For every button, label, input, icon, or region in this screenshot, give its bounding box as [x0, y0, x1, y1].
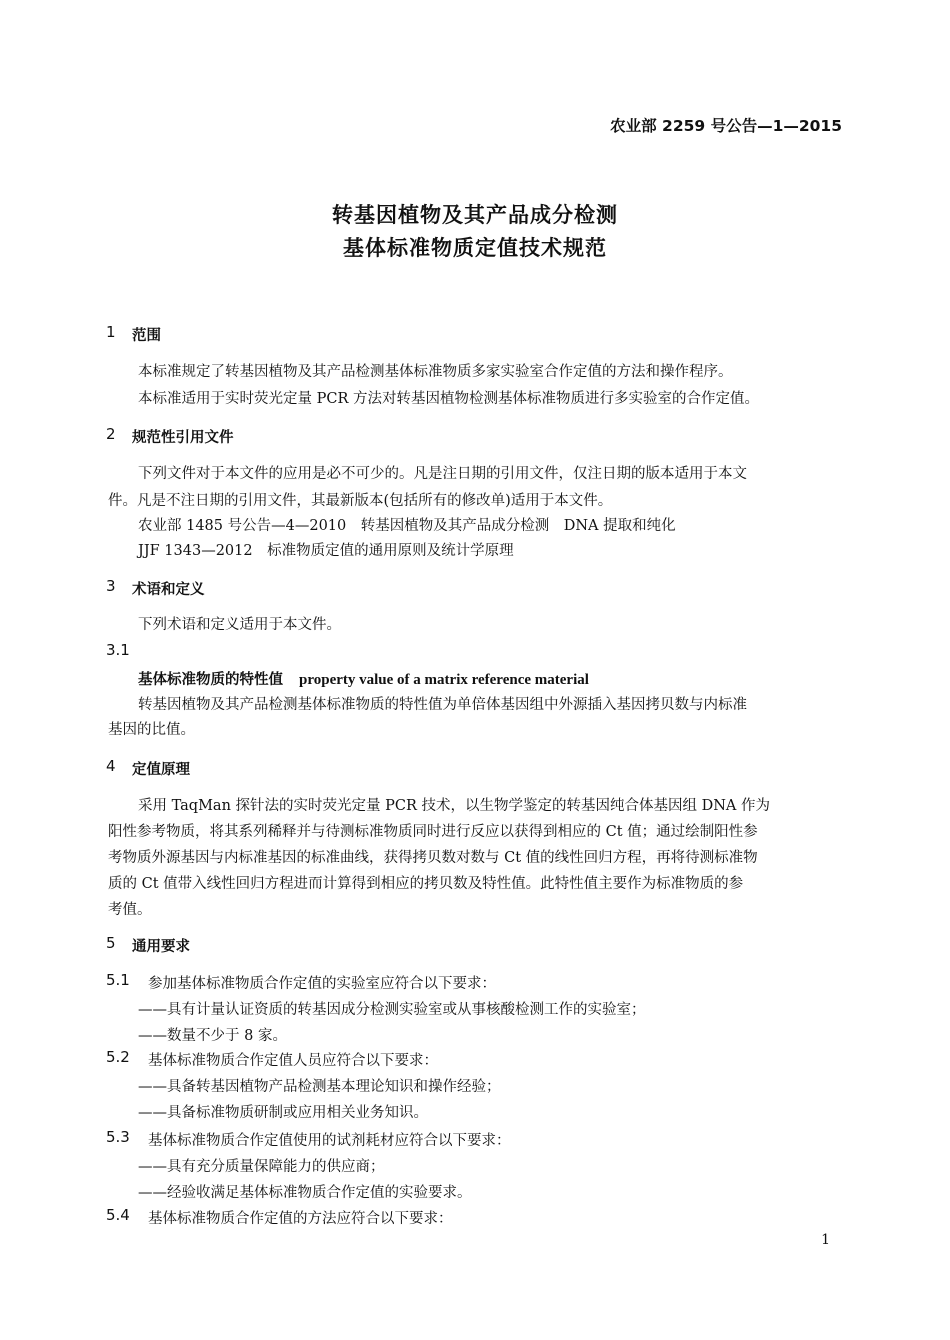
section-4-line-3: 考物质外源基因与内标准基因的标准曲线，获得拷贝数对数与 Ct 值的线性回归方程，再将待测标准物: [108, 850, 758, 866]
normative-reference-1: 农业部 1485 号公告—4—2010 转基因植物及其产品成分检测 DNA 提取和纯化: [138, 518, 676, 534]
normative-reference-2: JJF 1343—2012 标准物质定值的通用原则及统计学原理: [138, 543, 514, 559]
section-2-heading: 规范性引用文件: [132, 430, 234, 446]
item-5-2-number: 5.2: [106, 1048, 130, 1066]
section-4-line-4: 质的 Ct 值带入线性回归方程进而计算得到相应的拷贝数及特性值。此特性值主要作为标准物质的参: [108, 876, 744, 892]
item-5-1-number: 5.1: [106, 971, 130, 989]
document-title-line2: 基体标准物质定值技术规范: [343, 236, 607, 260]
section-4-line-1: 采用 TaqMan 探针法的实时荧光定量 PCR 技术，以生物学鉴定的转基因纯合体基因组 DNA 作为: [138, 798, 771, 814]
item-5-3-bullet-b: ——经验收满足基体标准物质合作定值的实验要求。: [138, 1185, 472, 1201]
section-4-line-2: 阳性参考物质，将其系列稀释并与待测标准物质同时进行反应以获得到相应的 Ct 值；通过绘制阳性参: [108, 824, 758, 840]
standard-number: 农业部 2259 号公告—1—2015: [610, 117, 842, 135]
term-definition-line-2: 基因的比值。: [108, 722, 195, 738]
section-3-heading: 术语和定义: [132, 582, 205, 598]
subsection-3-1-number: 3.1: [106, 641, 130, 659]
item-5-2-bullet-a: ——具备转基因植物产品检测基本理论知识和操作经验；: [138, 1079, 501, 1095]
section-1-para-2: 本标准适用于实时荧光定量 PCR 方法对转基因植物检测基体标准物质进行多实验室的合作定值。: [138, 391, 759, 407]
item-5-1-bullet-b: ——数量不少于 8 家。: [138, 1028, 287, 1044]
section-2-para-line-1: 下列文件对于本文件的应用是必不可少的。凡是注日期的引用文件，仅注日期的版本适用于本文: [138, 466, 747, 482]
item-5-1-bullet-a: ——具有计量认证资质的转基因成分检测实验室或从事核酸检测工作的实验室；: [138, 1002, 646, 1018]
document-title-line1: 转基因植物及其产品成分检测: [332, 203, 618, 227]
section-3-para: 下列术语和定义适用于本文件。: [138, 617, 341, 633]
item-5-2-text: 基体标准物质合作定值人员应符合以下要求：: [148, 1053, 438, 1069]
term-english: property value of a matrix reference material: [299, 672, 589, 688]
section-1-para-1: 本标准规定了转基因植物及其产品检测基体标准物质多家实验室合作定值的方法和操作程序。: [138, 364, 733, 380]
term-definition-line-1: 转基因植物及其产品检测基体标准物质的特性值为单倍体基因组中外源插入基因拷贝数与内标准: [138, 697, 747, 713]
item-5-3-text: 基体标准物质合作定值使用的试剂耗材应符合以下要求：: [148, 1133, 511, 1149]
section-4-number: 4: [106, 757, 116, 775]
section-5-heading: 通用要求: [132, 939, 190, 955]
section-4-line-5: 考值。: [108, 902, 152, 918]
item-5-2-bullet-b: ——具备标准物质研制或应用相关业务知识。: [138, 1105, 428, 1121]
item-5-4-text: 基体标准物质合作定值的方法应符合以下要求：: [148, 1211, 453, 1227]
section-4-heading: 定值原理: [132, 762, 190, 778]
section-1-heading: 范围: [132, 328, 161, 344]
section-1-number: 1: [106, 323, 116, 341]
item-5-3-number: 5.3: [106, 1128, 130, 1146]
item-5-1-text: 参加基体标准物质合作定值的实验室应符合以下要求：: [148, 976, 496, 992]
term-chinese: 基体标准物质的特性值: [138, 672, 283, 688]
section-2-para-line-2: 件。凡是不注日期的引用文件，其最新版本(包括所有的修改单)适用于本文件。: [108, 493, 613, 509]
item-5-3-bullet-a: ——具有充分质量保障能力的供应商；: [138, 1159, 385, 1175]
item-5-4-number: 5.4: [106, 1206, 130, 1224]
section-3-number: 3: [106, 577, 116, 595]
page-number: 1: [821, 1232, 830, 1248]
term-3-1: [138, 668, 589, 689]
section-5-number: 5: [106, 934, 116, 952]
section-2-number: 2: [106, 425, 116, 443]
